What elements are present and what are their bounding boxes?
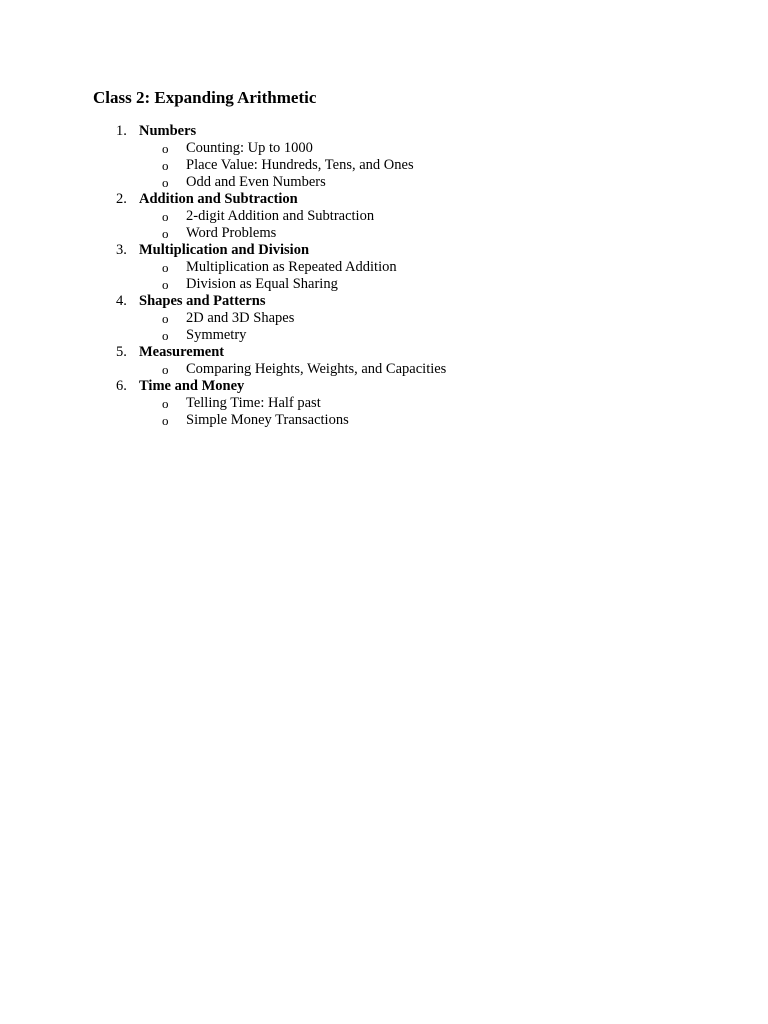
bullet-marker: o (162, 226, 169, 241)
topic-number: 4. (116, 293, 127, 309)
topic-number: 3. (116, 242, 127, 258)
bullet-marker: o (162, 141, 169, 156)
bullet-marker: o (162, 209, 169, 224)
subtopic-text: 2D and 3D Shapes (186, 310, 295, 326)
bullet-marker: o (162, 311, 169, 326)
document-title: Class 2: Expanding Arithmetic (93, 88, 317, 107)
bullet-marker: o (162, 158, 169, 173)
topic-number: 2. (116, 191, 127, 207)
topic-number: 5. (116, 344, 127, 360)
bullet-marker: o (162, 396, 169, 411)
topic-title: Addition and Subtraction (139, 191, 298, 207)
subtopic-text: Odd and Even Numbers (186, 174, 326, 190)
bullet-marker: o (162, 362, 169, 377)
subtopic-text: Comparing Heights, Weights, and Capacities (186, 361, 447, 377)
subtopic-text: Symmetry (186, 327, 247, 343)
topic-number: 1. (116, 123, 127, 139)
topic-number: 6. (116, 378, 127, 394)
subtopic-text: Division as Equal Sharing (186, 276, 338, 292)
topic-title: Time and Money (139, 378, 245, 394)
subtopic-text: Counting: Up to 1000 (186, 140, 313, 156)
subtopic-text: Place Value: Hundreds, Tens, and Ones (186, 157, 414, 173)
bullet-marker: o (162, 328, 169, 343)
bullet-marker: o (162, 260, 169, 275)
subtopic-text: Word Problems (186, 225, 277, 241)
bullet-marker: o (162, 277, 169, 292)
subtopic-text: Telling Time: Half past (186, 395, 321, 411)
subtopic-text: Simple Money Transactions (186, 412, 349, 428)
topic-title: Multiplication and Division (139, 242, 310, 258)
bullet-marker: o (162, 413, 169, 428)
subtopic-text: Multiplication as Repeated Addition (186, 259, 397, 275)
topic-title: Measurement (139, 344, 225, 360)
topic-title: Numbers (139, 123, 197, 139)
subtopic-text: 2-digit Addition and Subtraction (186, 208, 375, 224)
topic-title: Shapes and Patterns (139, 293, 266, 309)
bullet-marker: o (162, 175, 169, 190)
